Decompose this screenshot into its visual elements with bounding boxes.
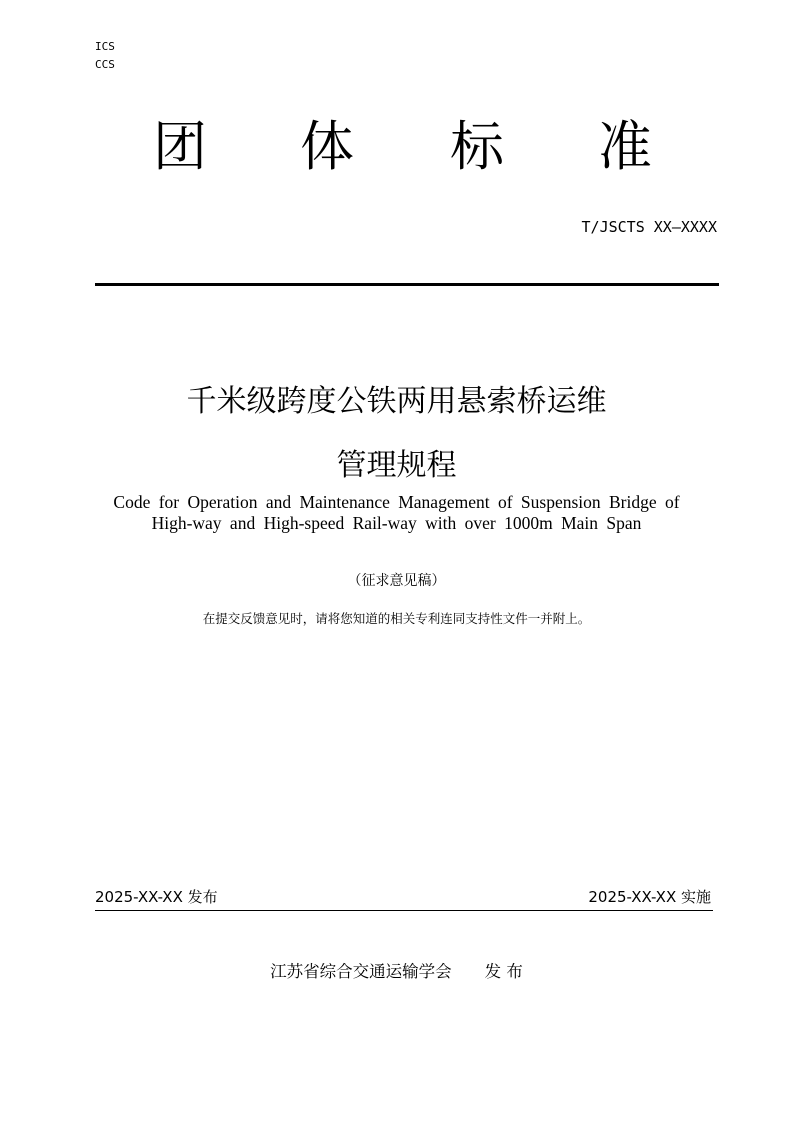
doc-type-char: 团 (153, 115, 207, 178)
footer-divider (95, 910, 713, 911)
title-cn-line1: 千米级跨度公铁两用悬索桥运维 (186, 384, 607, 419)
publish-date: 2025-XX-XX 发布 (95, 888, 218, 906)
title-en-line2: High-way and High-speed Rail-way with over 1000m Main Span (151, 513, 642, 533)
draft-label: （征求意见稿） (347, 573, 446, 589)
ccs-label: CCS (95, 58, 115, 71)
doc-type-char: 体 (300, 115, 354, 178)
ics-label: ICS (95, 40, 115, 53)
title-cn-line2: 管理规程 (336, 448, 457, 483)
standard-code: T/JSCTS XX—XXXX (581, 218, 717, 236)
patent-note: 在提交反馈意见时，请将您知道的相关专利连同支持性文件一并附上。 (202, 611, 591, 626)
implement-date: 2025-XX-XX 实施 (588, 888, 711, 906)
doc-type-char: 标 (450, 115, 504, 178)
doc-type-char: 准 (598, 115, 652, 178)
title-en-line1: Code for Operation and Maintenance Management of Suspension Bridge of (113, 492, 680, 512)
publisher: 江苏省综合交通运输学会 发 布 (270, 962, 523, 981)
header-divider (95, 283, 719, 286)
